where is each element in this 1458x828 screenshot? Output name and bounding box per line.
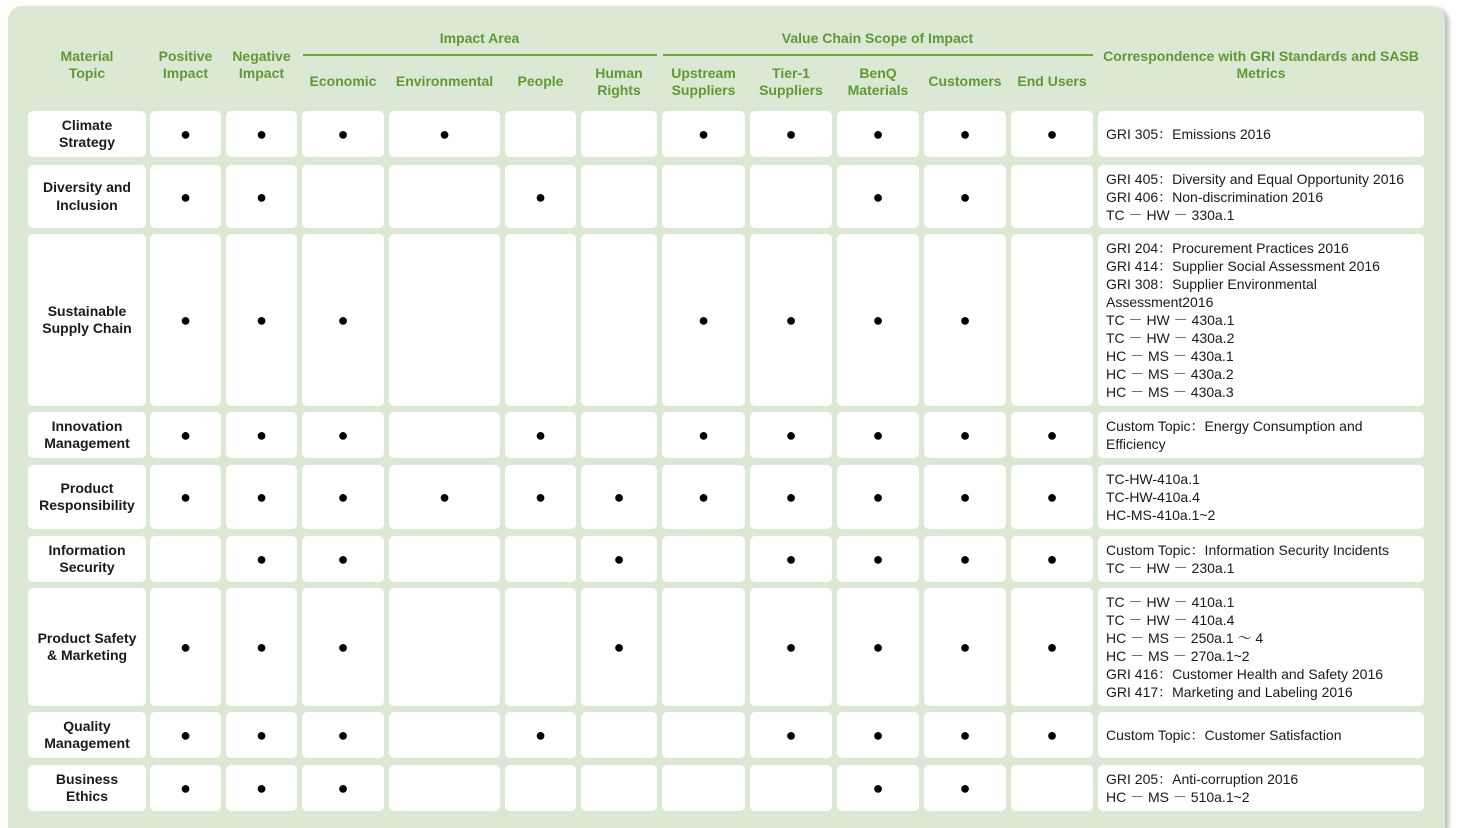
bullet-mark-icon: ●	[337, 310, 349, 330]
end-users-cell	[1011, 412, 1093, 458]
benq-materials-cell	[837, 165, 919, 228]
customers-cell	[924, 111, 1006, 157]
bullet-mark-icon: ●	[872, 637, 884, 657]
gri-cell	[1098, 712, 1424, 758]
positive-impact-cell	[150, 465, 221, 529]
upstream-suppliers-cell	[662, 165, 745, 228]
bullet-mark-icon: ●	[1046, 487, 1058, 507]
negative-impact-cell	[226, 465, 297, 529]
material-topic-label: Business Ethics	[55, 770, 119, 804]
bullet-mark-icon: ●	[180, 487, 191, 507]
bullet-mark-icon: ●	[959, 425, 971, 445]
economic-cell	[302, 165, 384, 228]
people-cell	[505, 165, 576, 228]
header-value-chain: Value Chain Scope of Impact	[781, 30, 974, 47]
bullet-mark-icon: ●	[256, 310, 267, 330]
bullet-mark-icon: ●	[698, 310, 709, 330]
benq-materials-cell	[837, 712, 919, 758]
header-people: People	[517, 73, 564, 90]
header-economic: Economic	[309, 73, 377, 90]
tier1-suppliers-cell	[750, 765, 832, 811]
end-users-cell	[1011, 536, 1093, 582]
end-users-cell	[1011, 765, 1093, 811]
upstream-suppliers-cell	[662, 465, 745, 529]
bullet-mark-icon: ●	[337, 124, 349, 144]
bullet-mark-icon: ●	[959, 310, 971, 330]
human-rights-cell	[581, 165, 657, 228]
human-rights-cell	[581, 588, 657, 706]
upstream-suppliers-cell	[662, 588, 745, 706]
topic-cell	[28, 165, 146, 228]
bullet-mark-icon: ●	[1046, 549, 1058, 569]
bullet-mark-icon: ●	[180, 778, 191, 798]
environmental-cell	[389, 712, 500, 758]
bullet-mark-icon: ●	[180, 310, 191, 330]
bullet-mark-icon: ●	[959, 725, 971, 745]
bullet-mark-icon: ●	[613, 487, 625, 507]
bullet-mark-icon: ●	[785, 310, 797, 330]
tier1-suppliers-cell	[750, 536, 832, 582]
economic-cell	[302, 765, 384, 811]
header-benq-materials: BenQ Materials	[847, 64, 909, 98]
positive-impact-cell	[150, 712, 221, 758]
bullet-mark-icon: ●	[535, 487, 546, 507]
benq-materials-cell	[837, 465, 919, 529]
bullet-mark-icon: ●	[785, 487, 797, 507]
gri-cell	[1098, 165, 1424, 228]
bullet-mark-icon: ●	[256, 549, 267, 569]
bullet-mark-icon: ●	[785, 549, 797, 569]
bullet-mark-icon: ●	[872, 487, 884, 507]
people-cell	[505, 712, 576, 758]
gri-sasb-text: GRI 204：Procurement Practices 2016 GRI 414：Supplier Social Assessment 2016 GRI 308：Supplier Environmental Assessment2016 TC － HW － 430a.1 TC － HW － 430a.2 HC － MS － 430a.1 HC － MS － 430a.2 HC － MS － 430a.3	[1106, 240, 1380, 400]
tier1-suppliers-cell	[750, 465, 832, 529]
topic-cell	[28, 234, 146, 406]
bullet-mark-icon: ●	[872, 778, 884, 798]
bullet-mark-icon: ●	[439, 487, 450, 507]
header-upstream-suppliers: Upstream Suppliers	[671, 64, 736, 98]
environmental-cell	[389, 412, 500, 458]
environmental-cell	[389, 588, 500, 706]
environmental-cell	[389, 536, 500, 582]
customers-cell	[924, 588, 1006, 706]
human-rights-cell	[581, 465, 657, 529]
environmental-cell	[389, 234, 500, 406]
end-users-cell	[1011, 465, 1093, 529]
negative-impact-cell	[226, 765, 297, 811]
customers-cell	[924, 765, 1006, 811]
economic-cell	[302, 234, 384, 406]
bullet-mark-icon: ●	[959, 124, 971, 144]
people-cell	[505, 412, 576, 458]
gri-sasb-text: Custom Topic：Energy Consumption and Efficiency	[1106, 418, 1363, 452]
people-cell	[505, 536, 576, 582]
bullet-mark-icon: ●	[698, 425, 709, 445]
benq-materials-cell	[837, 588, 919, 706]
bullet-mark-icon: ●	[256, 637, 267, 657]
bullet-mark-icon: ●	[256, 487, 267, 507]
negative-impact-cell	[226, 412, 297, 458]
end-users-cell	[1011, 234, 1093, 406]
gri-sasb-text: GRI 205：Anti-corruption 2016 HC － MS － 510a.1~2	[1106, 771, 1299, 805]
header-end-users: End Users	[1017, 73, 1087, 90]
economic-cell	[302, 111, 384, 157]
people-cell	[505, 234, 576, 406]
material-topic-label: Innovation Management	[44, 417, 130, 451]
customers-cell	[924, 165, 1006, 228]
bullet-mark-icon: ●	[785, 124, 797, 144]
tier1-suppliers-cell	[750, 412, 832, 458]
bullet-mark-icon: ●	[180, 124, 191, 144]
positive-impact-cell	[150, 765, 221, 811]
negative-impact-cell	[226, 165, 297, 228]
header-human-rights: Human Rights	[595, 64, 643, 98]
people-cell	[505, 588, 576, 706]
material-topic-label: Product Responsibility	[39, 479, 135, 513]
customers-cell	[924, 412, 1006, 458]
material-topic-label: Quality Management	[44, 717, 130, 751]
environmental-cell	[389, 165, 500, 228]
gri-sasb-text: Custom Topic：Information Security Incidents TC － HW － 230a.1	[1106, 542, 1389, 576]
human-rights-cell	[581, 234, 657, 406]
economic-cell	[302, 712, 384, 758]
topic-cell	[28, 465, 146, 529]
customers-cell	[924, 712, 1006, 758]
bullet-mark-icon: ●	[785, 725, 797, 745]
header-tier1-suppliers: Tier-1 Suppliers	[759, 64, 823, 98]
end-users-cell	[1011, 165, 1093, 228]
bullet-mark-icon: ●	[256, 124, 267, 144]
header-customers: Customers	[928, 73, 1002, 90]
end-users-cell	[1011, 588, 1093, 706]
header-negative-impact: Negative Impact	[232, 47, 291, 81]
benq-materials-cell	[837, 111, 919, 157]
material-topic-label: Product Safety & Marketing	[37, 629, 137, 663]
bullet-mark-icon: ●	[785, 637, 797, 657]
bullet-mark-icon: ●	[785, 425, 797, 445]
bullet-mark-icon: ●	[872, 186, 884, 207]
bullet-mark-icon: ●	[872, 310, 884, 330]
topic-cell	[28, 412, 146, 458]
human-rights-cell	[581, 765, 657, 811]
gri-cell	[1098, 234, 1424, 406]
bullet-mark-icon: ●	[535, 425, 546, 445]
gri-cell	[1098, 765, 1424, 811]
upstream-suppliers-cell	[662, 234, 745, 406]
tier1-suppliers-cell	[750, 712, 832, 758]
header-impact-area: Impact Area	[439, 30, 520, 47]
bullet-mark-icon: ●	[1046, 124, 1058, 144]
impact-area-divider	[303, 54, 657, 56]
topic-cell	[28, 588, 146, 706]
human-rights-cell	[581, 111, 657, 157]
gri-cell	[1098, 412, 1424, 458]
gri-sasb-text: TC-HW-410a.1 TC-HW-410a.4 HC-MS-410a.1~2	[1106, 471, 1216, 523]
end-users-cell	[1011, 712, 1093, 758]
topic-cell	[28, 765, 146, 811]
bullet-mark-icon: ●	[613, 637, 625, 657]
negative-impact-cell	[226, 712, 297, 758]
environmental-cell	[389, 765, 500, 811]
topic-cell	[28, 536, 146, 582]
economic-cell	[302, 588, 384, 706]
bullet-mark-icon: ●	[337, 549, 349, 569]
bullet-mark-icon: ●	[1046, 725, 1058, 745]
gri-cell	[1098, 588, 1424, 706]
environmental-cell	[389, 111, 500, 157]
end-users-cell	[1011, 111, 1093, 157]
positive-impact-cell	[150, 234, 221, 406]
positive-impact-cell	[150, 588, 221, 706]
customers-cell	[924, 536, 1006, 582]
material-topic-label: Diversity and Inclusion	[43, 179, 131, 213]
economic-cell	[302, 536, 384, 582]
header-gri-sasb: Correspondence with GRI Standards and SASB Metrics	[1103, 47, 1419, 81]
bullet-mark-icon: ●	[959, 549, 971, 569]
bullet-mark-icon: ●	[337, 725, 349, 745]
upstream-suppliers-cell	[662, 536, 745, 582]
negative-impact-cell	[226, 234, 297, 406]
tier1-suppliers-cell	[750, 165, 832, 228]
gri-cell	[1098, 536, 1424, 582]
tier1-suppliers-cell	[750, 588, 832, 706]
bullet-mark-icon: ●	[872, 124, 884, 144]
customers-cell	[924, 234, 1006, 406]
bullet-mark-icon: ●	[535, 725, 546, 745]
bullet-mark-icon: ●	[180, 186, 191, 207]
bullet-mark-icon: ●	[959, 637, 971, 657]
people-cell	[505, 465, 576, 529]
bullet-mark-icon: ●	[256, 725, 267, 745]
bullet-mark-icon: ●	[1046, 425, 1058, 445]
value-chain-divider	[663, 54, 1093, 56]
material-topic-label: Sustainable Supply Chain	[42, 302, 132, 336]
bullet-mark-icon: ●	[256, 186, 267, 207]
bullet-mark-icon: ●	[535, 186, 546, 207]
bullet-mark-icon: ●	[1046, 637, 1058, 657]
bullet-mark-icon: ●	[180, 637, 191, 657]
economic-cell	[302, 465, 384, 529]
bullet-mark-icon: ●	[872, 725, 884, 745]
bullet-mark-icon: ●	[439, 124, 450, 144]
upstream-suppliers-cell	[662, 111, 745, 157]
upstream-suppliers-cell	[662, 765, 745, 811]
bullet-mark-icon: ●	[337, 487, 349, 507]
bullet-mark-icon: ●	[337, 778, 349, 798]
bullet-mark-icon: ●	[256, 425, 267, 445]
bullet-mark-icon: ●	[337, 637, 349, 657]
positive-impact-cell	[150, 111, 221, 157]
bullet-mark-icon: ●	[698, 487, 709, 507]
negative-impact-cell	[226, 588, 297, 706]
bullet-mark-icon: ●	[613, 549, 625, 569]
tier1-suppliers-cell	[750, 111, 832, 157]
topic-cell	[28, 712, 146, 758]
header-material-topic: Material Topic	[60, 47, 114, 81]
bullet-mark-icon: ●	[337, 425, 349, 445]
bullet-mark-icon: ●	[256, 778, 267, 798]
human-rights-cell	[581, 412, 657, 458]
positive-impact-cell	[150, 536, 221, 582]
positive-impact-cell	[150, 412, 221, 458]
bullet-mark-icon: ●	[180, 725, 191, 745]
customers-cell	[924, 465, 1006, 529]
human-rights-cell	[581, 712, 657, 758]
upstream-suppliers-cell	[662, 412, 745, 458]
human-rights-cell	[581, 536, 657, 582]
gri-sasb-text: Custom Topic：Customer Satisfaction	[1106, 727, 1342, 743]
benq-materials-cell	[837, 536, 919, 582]
people-cell	[505, 765, 576, 811]
positive-impact-cell	[150, 165, 221, 228]
bullet-mark-icon: ●	[959, 186, 971, 207]
material-topic-label: Information Security	[48, 541, 126, 575]
header-environmental: Environmental	[395, 73, 494, 90]
people-cell	[505, 111, 576, 157]
tier1-suppliers-cell	[750, 234, 832, 406]
upstream-suppliers-cell	[662, 712, 745, 758]
benq-materials-cell	[837, 234, 919, 406]
benq-materials-cell	[837, 412, 919, 458]
bullet-mark-icon: ●	[872, 425, 884, 445]
environmental-cell	[389, 465, 500, 529]
negative-impact-cell	[226, 111, 297, 157]
bullet-mark-icon: ●	[872, 549, 884, 569]
benq-materials-cell	[837, 765, 919, 811]
material-topic-label: Climate Strategy	[58, 116, 116, 150]
bullet-mark-icon: ●	[959, 778, 971, 798]
gri-sasb-text: GRI 305：Emissions 2016	[1106, 126, 1271, 142]
negative-impact-cell	[226, 536, 297, 582]
economic-cell	[302, 412, 384, 458]
gri-sasb-text: TC － HW － 410a.1 TC － HW － 410a.4 HC － MS － 250a.1 ～ 4 HC － MS － 270a.1~2 GRI 416：Customer Health and Safety 2016 GRI 417：Marketing and Labeling 2016	[1106, 594, 1384, 700]
bullet-mark-icon: ●	[698, 124, 709, 144]
gri-cell	[1098, 465, 1424, 529]
header-positive-impact: Positive Impact	[158, 47, 213, 81]
gri-sasb-text: GRI 405：Diversity and Equal Opportunity 2016 GRI 406：Non-discrimination 2016 TC － HW － 330a.1	[1106, 170, 1405, 223]
gri-cell	[1098, 111, 1424, 157]
topic-cell	[28, 111, 146, 157]
bullet-mark-icon: ●	[180, 425, 191, 445]
bullet-mark-icon: ●	[959, 487, 971, 507]
